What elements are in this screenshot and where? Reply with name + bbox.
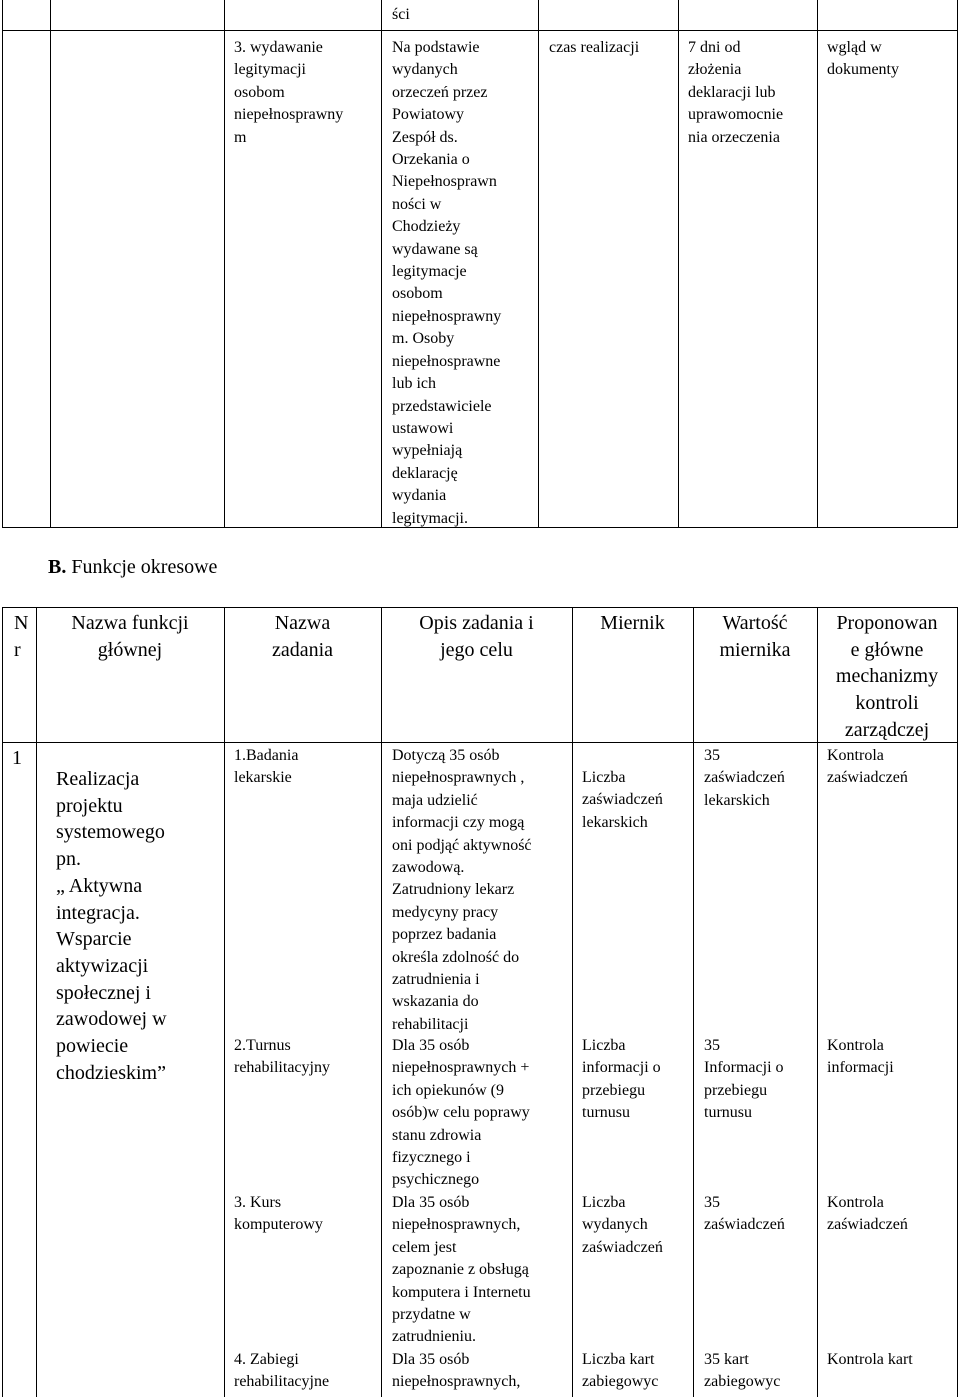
task-description-cell: Dla 35 osób niepełnosprawnych, celem jest zapoznanie z obsługą komputera i Internetu przydatne w zatrudnieniu. <box>392 1194 531 1346</box>
top-table-col-divider <box>817 0 818 528</box>
bottom-table-col-divider <box>957 607 958 1397</box>
bottom-table-col-divider <box>572 607 573 1397</box>
section-title <box>48 556 217 579</box>
measure-cell: czas realizacji <box>549 39 640 56</box>
top-table-col-divider <box>381 0 382 528</box>
measure-value-cell: 7 dni od złożenia deklaracji lub uprawomocnie nia orzeczenia <box>688 39 784 146</box>
measure-value-cell: 35 zaświadczeń lekarskich <box>704 747 785 809</box>
bottom-table-header-border <box>2 742 957 743</box>
measure-value-cell: 35 zaświadczeń <box>704 1194 785 1234</box>
header-mechanism: Proponowan e główne mechanizmy kontroli zarządczej <box>835 612 939 741</box>
top-table-col-divider <box>2 0 3 528</box>
top-table-col-divider <box>957 0 958 528</box>
measure-value-cell: 35 Informacji o przebiegu turnusu <box>704 1037 784 1122</box>
task-name-cell: 2.Turnus rehabilitacyjny <box>234 1037 330 1077</box>
header-measure-value: Wartość miernika <box>719 612 791 661</box>
task-name-cell: 3. Kurs komputerowy <box>234 1194 323 1234</box>
row-number: 1 <box>12 747 22 769</box>
task-description-cell: Dla 35 osób niepełnosprawnych, <box>392 1351 521 1391</box>
task-name-cell: 3. wydawanie legitymacji osobom niepełnosprawny m <box>234 39 344 146</box>
top-table-col-divider <box>538 0 539 528</box>
task-name-cell: 1.Badania lekarskie <box>234 747 299 787</box>
header-task: Nazwa zadania <box>271 612 334 661</box>
mechanism-cell: Kontrola zaświadczeń <box>827 1194 908 1234</box>
bottom-table-top-border <box>2 607 957 608</box>
measure-cell: Liczba informacji o przebiegu turnusu <box>582 1037 661 1122</box>
section-letter: B. <box>48 556 67 578</box>
task-description-cell: Na podstawie wydanych orzeczeń przez Powiatowy Zespół ds. Orzekania o Niepełnosprawn ności w Chodzieży wydawane są legitymacje osobom niepełnosprawny m. Osoby niepełnosprawne lub ich przedstawiciele ustawowi wypełniają deklarację wydania legitymacji. <box>392 39 502 527</box>
measure-cell: Liczba wydanych zaświadczeń <box>582 1194 663 1256</box>
measure-value-cell: 35 kart zabiegowyc <box>704 1351 781 1391</box>
header-fragment: ści <box>392 6 410 23</box>
task-description-cell: Dla 35 osób niepełnosprawnych + ich opiekunów (9 osób)w celu poprawy stanu zdrowia fizycznego i psychicznego <box>392 1037 530 1189</box>
bottom-table-col-divider <box>2 607 3 1397</box>
header-measure: Miernik <box>600 612 665 634</box>
function-name-cell: Realizacja projektu systemowego pn. „ Aktywna integracja. Wsparcie aktywizacji społecznej i zawodowej w powiecie chodzieskim” <box>56 768 167 1084</box>
bottom-table-col-divider <box>36 607 37 1397</box>
control-cell: wgląd w dokumenty <box>827 39 899 79</box>
top-table-header-border <box>2 30 957 31</box>
mechanism-cell: Kontrola zaświadczeń <box>827 747 908 787</box>
measure-cell: Liczba zaświadczeń lekarskich <box>582 769 663 831</box>
section-name: Funkcje okresowe <box>71 556 218 578</box>
task-description-cell: Dotyczą 35 osób niepełnosprawnych , maja udzielić informacji czy mogą oni podjąć aktywność zawodową. Zatrudniony lekarz medycyny pracy poprzez badania określa zdolność do zatrudnienia i wskazania do rehabilitacji <box>392 747 532 1033</box>
bottom-table-col-divider <box>224 607 225 1397</box>
measure-cell: Liczba kart zabiegowyc <box>582 1351 659 1391</box>
mechanism-cell: Kontrola informacji <box>827 1037 894 1077</box>
mechanism-cell: Kontrola kart <box>827 1351 913 1368</box>
top-table-col-divider <box>224 0 225 528</box>
top-table-col-divider <box>50 0 51 528</box>
header-description: Opis zadania i jego celu <box>419 612 534 661</box>
header-nr: N r <box>14 612 29 661</box>
top-table-col-divider <box>678 0 679 528</box>
bottom-table-col-divider <box>693 607 694 1397</box>
task-name-cell: 4. Zabiegi rehabilitacyjne <box>234 1351 330 1391</box>
bottom-table-col-divider <box>381 607 382 1397</box>
header-function: Nazwa funkcji głównej <box>71 612 189 661</box>
